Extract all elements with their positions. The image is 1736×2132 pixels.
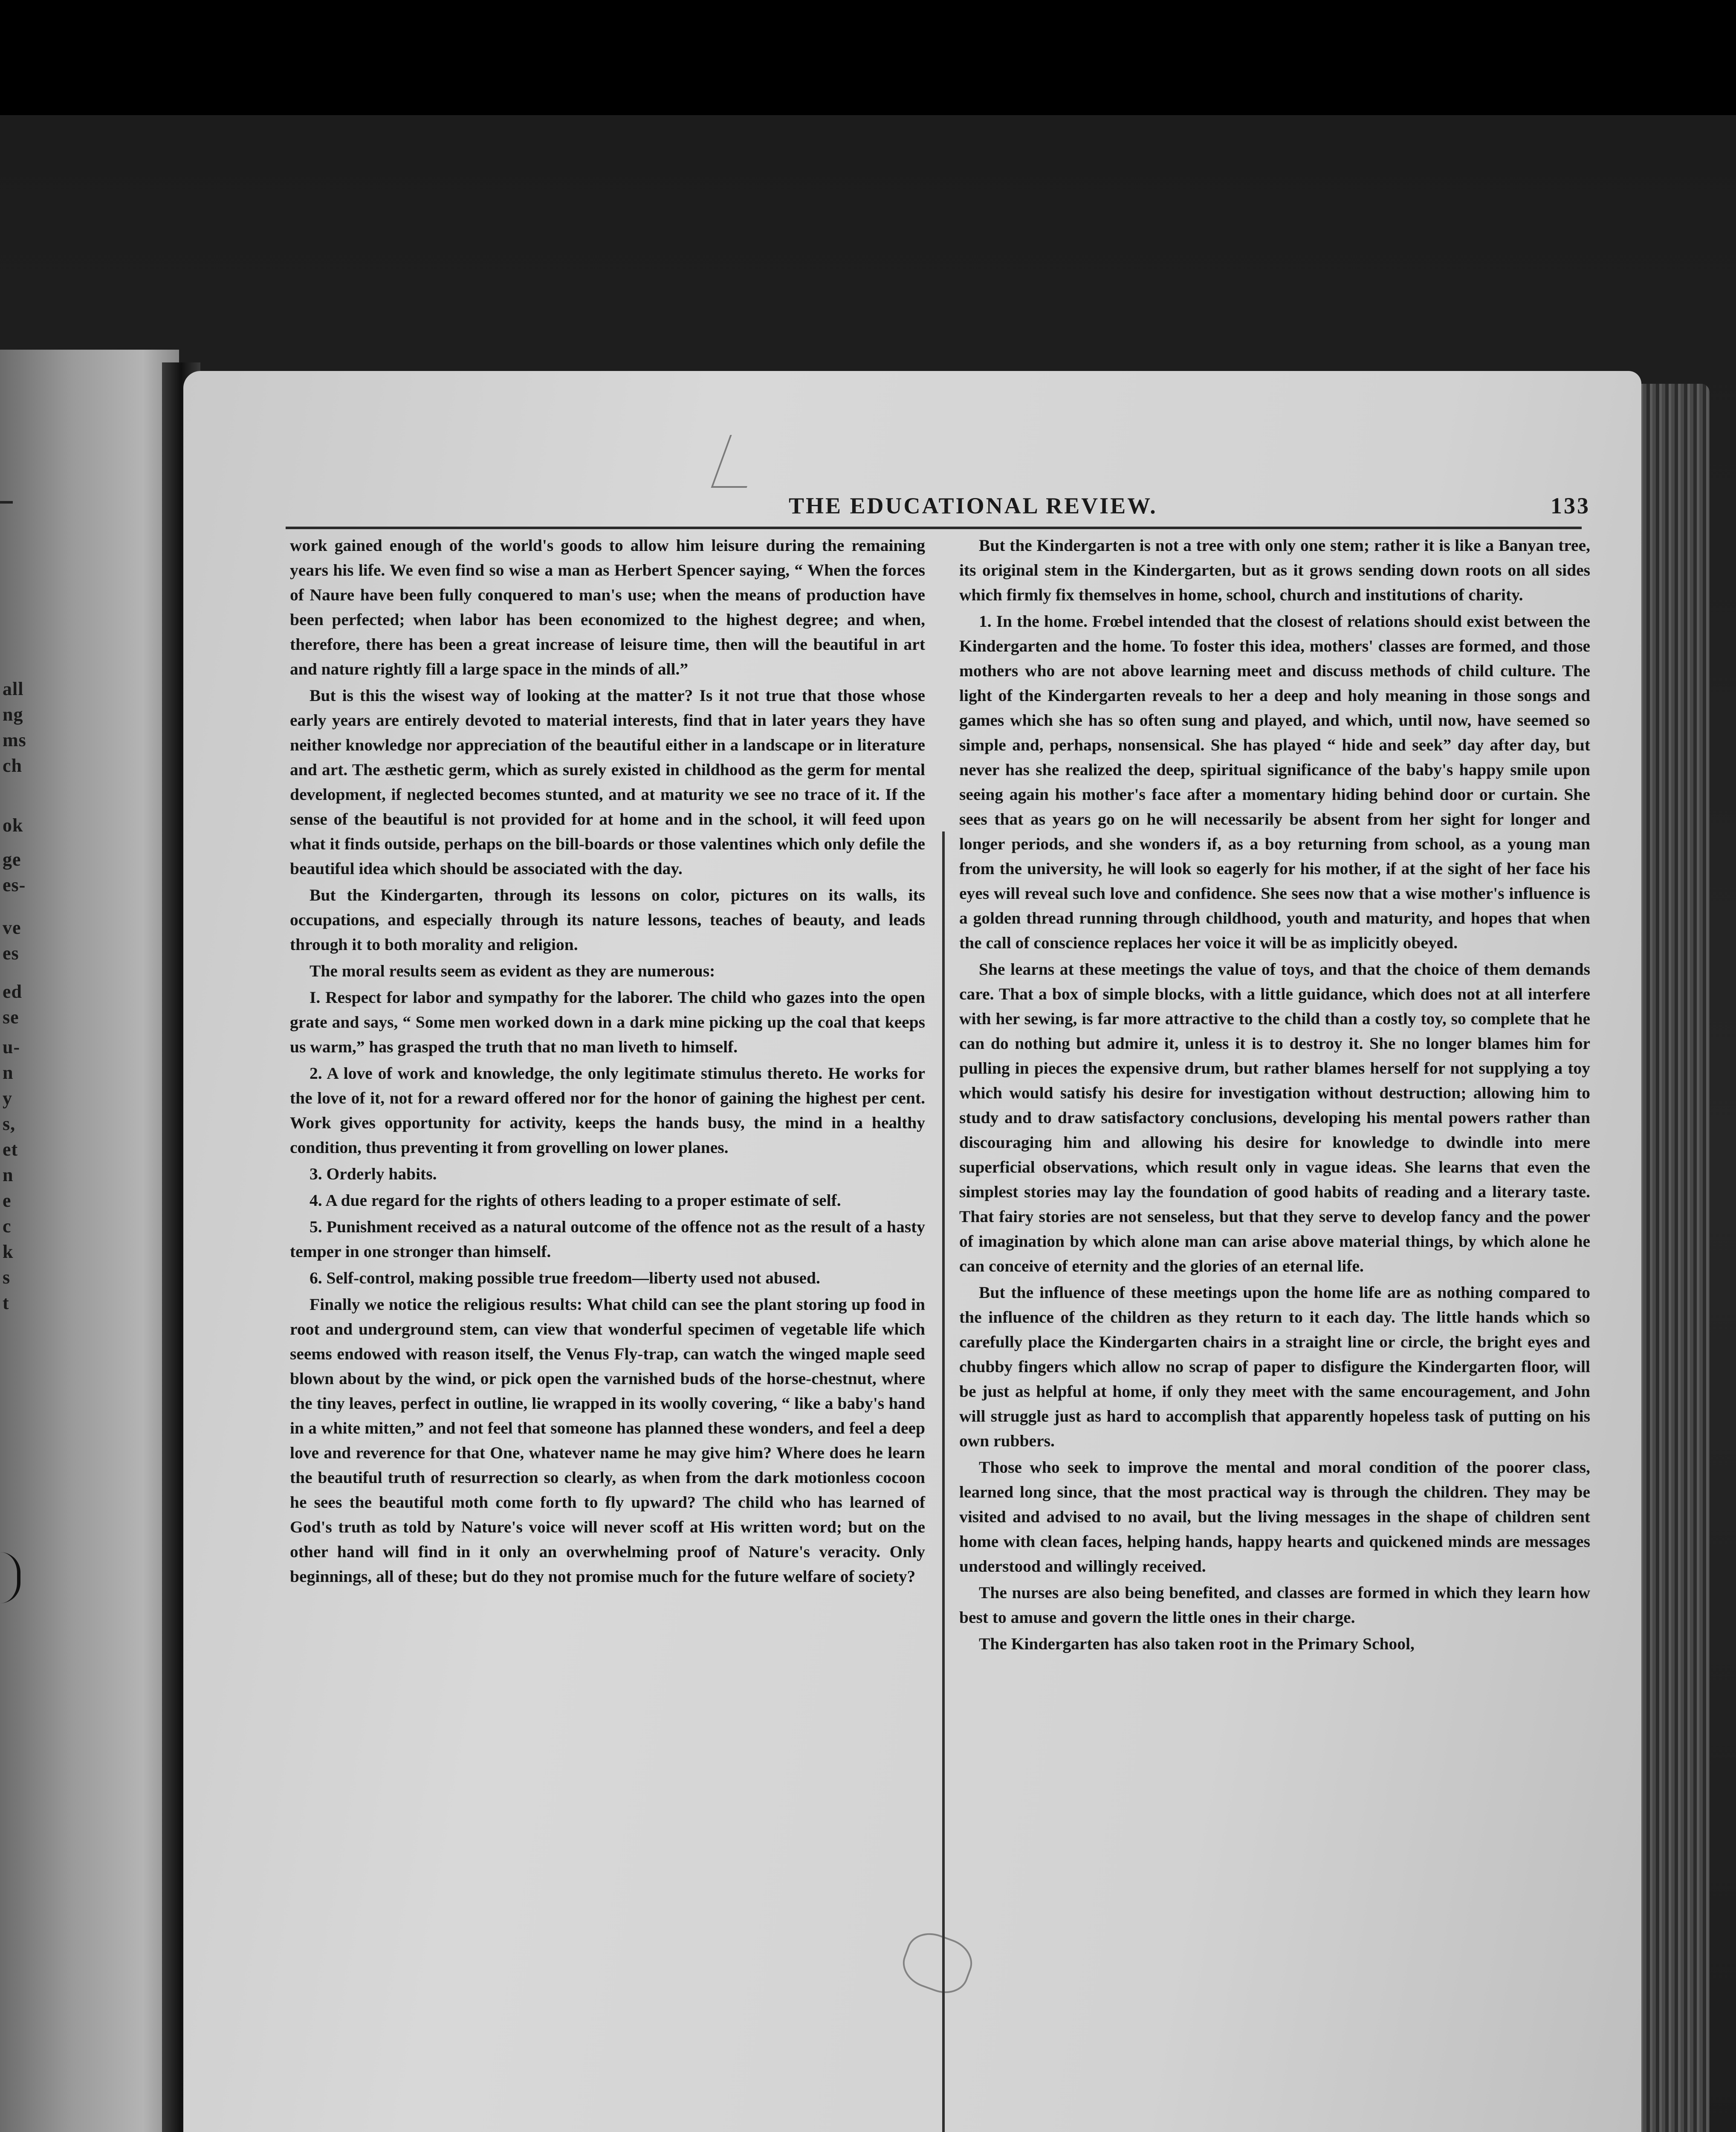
left-page-text-fragment: ed — [3, 981, 22, 1002]
running-header — [652, 492, 1590, 522]
left-page-text-fragment: n — [3, 1062, 14, 1083]
paragraph: 5. Punishment received as a natural outcome of the offence not as the result of a hasty temper in one stronger than himself. — [290, 1217, 925, 1261]
left-page-text-fragment: ng — [3, 704, 23, 725]
left-page-text-fragment: es — [3, 943, 19, 964]
paragraph: 1. In the home. Frœbel intended that the closest of relations should exist between the Kindergarten and the home. To foster this idea, mothers' classes are formed, and those mothers who are not above learning meet and discuss methods of child culture. The light of the Kindergarten reveals to her a deep and holy meaning in those songs and games which she has so often sung and played, and which, until now, have seemed so simple and, perhaps, nonsensical. She has played “ hide and seek” day after day, but never has she realized the deep, spiritual significance of the baby's happy smile upon seeing again his mother's face after a momentary hiding behind door or curtain. She sees that as years go on he will necessarily be absent from her sight for longer and longer periods, and she wonders if, as a boy returning from school, as a young man from the university, he will look so eagerly for his mother, if at the sight of her face his eyes will reveal such love and confidence. She sees now that a wise mother's influence is a golden thread running through childhood, youth and maturity, and hopes that when the call of conscience replaces her voice it will be as implicitly obeyed. — [959, 612, 1590, 952]
left-page-text-fragment: all — [3, 678, 24, 699]
left-page-text-fragment: s — [3, 1267, 11, 1288]
journal-title: THE EDUCATIONAL REVIEW. — [789, 493, 1157, 519]
left-page-text-fragment: et — [3, 1139, 18, 1160]
left-page-text-fragment: t — [3, 1292, 9, 1313]
left-page-text-fragment: ms — [3, 730, 26, 750]
header-rule — [286, 527, 1582, 529]
paragraph: 6. Self-control, making possible true freedom—liberty used not abused. — [310, 1269, 820, 1287]
paragraph: Finally we notice the religious results: What child can see the plant storing up food in root and underground stem, can view that wonderful specimen of vegetable life which seems endowed with reason itself, the Venus Fly-trap, can watch the winged maple seed blown about by the wind, or pick open the varnished buds of the horse-chestnut, where the tiny leaves, perfect in outline, lie wrapped in its woolly covering, “ like a baby's hand in a white mitten,” and not feel that someone has planned these wonders, and feel a deep love and reverence for that One, whatever name he may give him? Where does he learn the beautiful truth of resurrection so clearly, as when from the dark motionless cocoon he sees the beautiful moth come forth to fly upward? The child who has learned of God's truth as told by Nature's voice will never scoff at His written word; but on the other hand will find in it only an overwhelming proof of Nature's veracity. Only beginnings, all of these; but do they not promise much for the future welfare of society? — [290, 1295, 925, 1586]
pencil-mark — [711, 435, 766, 488]
left-page-text-fragment: c — [3, 1216, 12, 1237]
paragraph: She learns at these meetings the value of toys, and that the choice of them demands care. That a box of simple blocks, with a little guidance, which does not at all interfere with her sewing, is far more attractive to the child than a costly toy, so complete that he can do nothing but admire it, unless it is to destroy it. She no longer blames him for pulling in pieces the expensive drum, but rather blames herself for not supplying a toy which would satisfy his desire for investigation without destruction; allowing him to study and to draw satisfactory conclusions, developing his mental powers rather than discouraging him and allowing his desire for knowledge to dwindle into mere superficial observations, which result only in vague ideas. She learns that even the simplest stories may lay the foundation of good habits of reading and a literary taste. That fairy stories are not senseless, but that they serve to develop fancy and the power of imagination by which alone man can arise above material things, by which alone he can conceive of eternity and the glories of an eternal life. — [959, 960, 1590, 1275]
book-page — [183, 371, 1641, 2132]
left-page-text-fragment: u- — [3, 1037, 20, 1057]
left-page-text-fragment: s, — [3, 1113, 16, 1134]
paragraph: The moral results seem as evident as they are numerous: — [310, 962, 715, 980]
left-page-text-fragment: k — [3, 1241, 14, 1262]
paragraph: But the Kindergarten, through its lessons on color, pictures on its walls, its occupations, and especially through its nature lessons, teaches of beauty, and leads through it to both morality and religion. — [290, 886, 925, 954]
left-page-text-fragment: se — [3, 1007, 19, 1028]
left-page-text-fragment: n — [3, 1164, 14, 1185]
paragraph: The Kindergarten has also taken root in the Primary School, — [979, 1634, 1415, 1653]
margin-rule — [0, 501, 13, 504]
paragraph: But the Kindergarten is not a tree with only one stem; rather it is like a Banyan tree, its original stem in the Kindergarten, but as it grows sending down roots on all sides which firmly fix themselves in home, school, church and institutions of charity. — [959, 536, 1590, 604]
paragraph: 4. A due regard for the rights of others leading to a proper estimate of self. — [310, 1191, 841, 1210]
paragraph: The nurses are also being benefited, and classes are formed in which they learn how best to amuse and govern the little ones in their charge. — [959, 1583, 1590, 1627]
paragraph: 2. A love of work and knowledge, the only legitimate stimulus thereto. He works for the love of it, not for a reward offered nor for the honor of gaining the highest per cent. Work gives opportunity for activity, keeps the hands busy, the mind in a healthy condition, thus preventing it from grovelling on lower planes. — [290, 1064, 925, 1157]
page-blemish — [897, 1926, 978, 2000]
paragraph: Those who seek to improve the mental and moral condition of the poorer class, learned long since, that the most practical way is through the children. They may be visited and advised to no avail, but the living messages in the shape of children sent home with clean faces, helping hands, happy hearts and quickened minds are messages understood and willingly received. — [959, 1458, 1590, 1576]
page-clip-mark — [0, 1552, 20, 1603]
left-page-text-fragment: ge — [3, 849, 21, 870]
paragraph: 3. Orderly habits. — [310, 1164, 437, 1183]
left-page-text-fragment: es- — [3, 875, 26, 895]
film-border-top — [0, 0, 1736, 115]
left-page-text-fragment: ch — [3, 755, 22, 776]
left-page-text-fragment: e — [3, 1190, 12, 1211]
paragraph: work gained enough of the world's goods to allow him leisure during the remaining years his life. We even find so wise a man as Herbert Spencer saying, “ When the forces of Naure have been fully conquered to man's use; when the means of production have been perfected; when labor has been economized to the highest degree; and when, therefore, there has been a great increase of leisure time, then will the beautiful in art and nature rightly fill a large space in the minds of all.” — [290, 536, 925, 678]
left-page-text-fragment: ve — [3, 917, 21, 938]
page-number: 133 — [1551, 493, 1590, 519]
text-column-right — [959, 533, 1590, 1658]
paragraph: I. Respect for labor and sympathy for the laborer. The child who gazes into the open grate and says, “ Some men worked down in a dark mine picking up the coal that keeps us warm,” has grasped the truth that no man liveth to himself. — [290, 988, 925, 1056]
left-page-fragment — [0, 350, 179, 2132]
paragraph: But the influence of these meetings upon the home life are as nothing compared to the influence of the children as they return to it each day. The little hands which so carefully place the Kindergarten chairs in a straight line or circle, the bright eyes and chubby fingers which allow no scrap of paper to disfigure the Kindergarten floor, will be just as helpful at home, if only they meet with the same encouragement, and John will struggle just as hard to accomplish that apparently hopeless task of putting on his own rubbers. — [959, 1283, 1590, 1450]
text-column-left — [290, 533, 925, 1590]
left-page-text-fragment: ok — [3, 815, 23, 836]
left-page-text-fragment: y — [3, 1088, 12, 1109]
paragraph: But is this the wisest way of looking at the matter? Is it not true that those whose early years are entirely devoted to material interests, find that in later years they have neither knowledge nor appreciation of the beautiful either in a landscape or in literature and art. The æsthetic germ, which as surely existed in childhood as the germ for mental development, if neglected becomes stunted, and at maturity we see no trace of it. If the sense of the beautiful is not provided for at home and in the school, it will feed upon what it finds outside, perhaps on the bill-boards or those valentines which only defile the beautiful idea which should be associated with the day. — [290, 686, 925, 878]
